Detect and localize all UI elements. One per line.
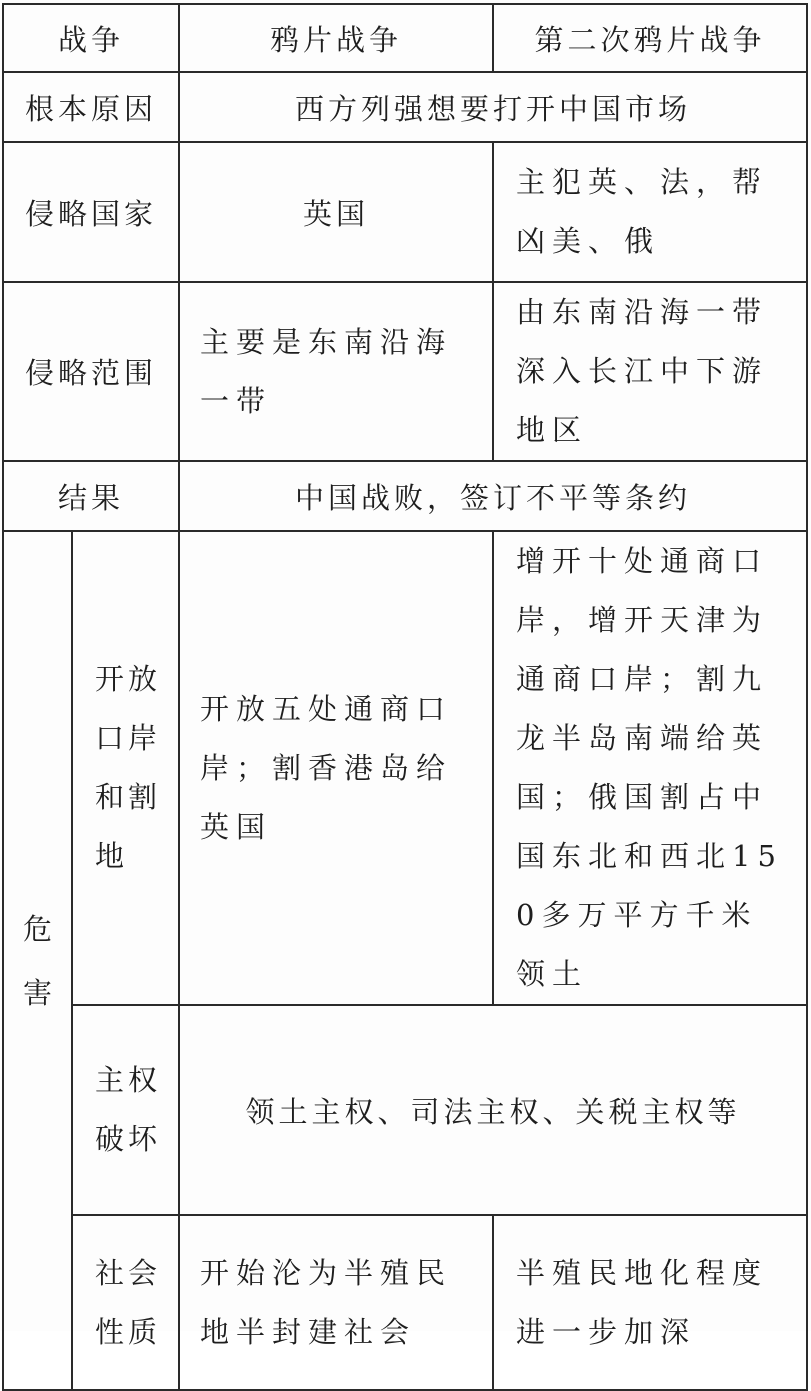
- invaders-second-war: 主犯英、法，帮凶美、俄: [493, 142, 807, 282]
- header-first-opium-war: 鸦片战争: [179, 4, 493, 72]
- result-value: 中国战败，签订不平等条约: [179, 461, 807, 531]
- ports-second-war: 增开十处通商口岸，增开天津为通商口岸；割九龙半岛南端给英国；俄国割占中国东北和西北150多万平方千米领土: [493, 531, 807, 1005]
- root-cause-label: 根本原因: [3, 72, 179, 142]
- society-second-war: 半殖民地化程度进一步加深: [493, 1215, 807, 1390]
- scope-second-war: 由东南沿海一带深入长江中下游地区: [493, 282, 807, 461]
- invaders-label: 侵略国家: [3, 142, 179, 282]
- sovereignty-row: [3, 1005, 807, 1215]
- header-row: [3, 4, 807, 72]
- sovereignty-value: 领土主权、司法主权、关税主权等: [179, 1005, 807, 1215]
- result-row: [3, 461, 807, 531]
- ports-label: 开放口岸和割地: [72, 531, 179, 1005]
- scope-label: 侵略范围: [3, 282, 179, 461]
- opium-war-comparison-table: [2, 3, 808, 1391]
- invaders-first-war: 英国: [179, 142, 493, 282]
- harm-label-text: 危害: [22, 911, 52, 1010]
- scope-first-war: 主要是东南沿海一带: [179, 282, 493, 461]
- header-second-opium-war: 第二次鸦片战争: [493, 4, 807, 72]
- harm-label: [3, 531, 72, 1390]
- header-label-cell: 战争: [3, 4, 179, 72]
- ports-first-war: 开放五处通商口岸；割香港岛给英国: [179, 531, 493, 1005]
- society-label: 社会性质: [72, 1215, 179, 1390]
- root-cause-row: [3, 72, 807, 142]
- invaders-row: [3, 142, 807, 282]
- result-label: 结果: [3, 461, 179, 531]
- root-cause-value: 西方列强想要打开中国市场: [179, 72, 807, 142]
- sovereignty-label: 主权破坏: [72, 1005, 179, 1215]
- society-first-war: 开始沦为半殖民地半封建社会: [179, 1215, 493, 1390]
- society-row: [3, 1215, 807, 1390]
- scope-row: [3, 282, 807, 461]
- ports-row: [3, 531, 807, 1005]
